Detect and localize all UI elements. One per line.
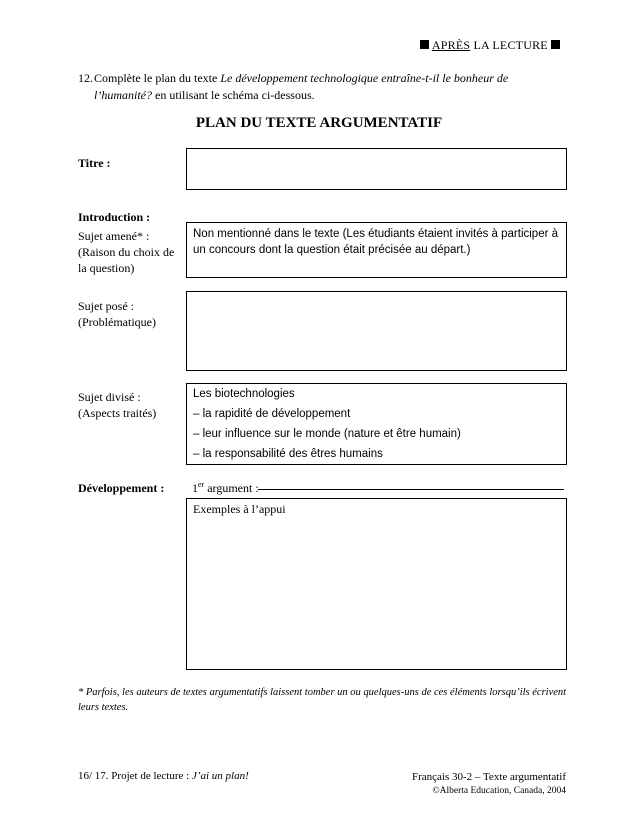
footer-left: [78, 770, 249, 782]
titre-label: Titre :: [78, 156, 111, 170]
argument-label: [192, 480, 259, 496]
sujet-amene-sub: (Raison du choix de la question): [78, 245, 175, 275]
question-number: 12.: [78, 71, 93, 85]
sujet-amene-label: Sujet amené* :: [78, 229, 150, 243]
sujet-pose-value: [187, 292, 566, 298]
sujet-pose-sub: (Problématique): [78, 315, 156, 329]
developpement-label: Développement :: [78, 481, 165, 495]
sujet-divise-label: Sujet divisé :: [78, 390, 141, 404]
argument-sup: er: [198, 480, 205, 489]
header-apres: APRÈS: [431, 38, 471, 52]
question-12: [78, 70, 568, 104]
square-bullet-icon: [551, 40, 560, 49]
sujet-divise-heading: Les biotechnologies: [193, 388, 295, 400]
sujet-divise-label-block: [78, 389, 156, 421]
argument-answer-line[interactable]: [258, 489, 564, 490]
titre-value: [187, 149, 566, 155]
sujet-pose-label-block: [78, 298, 156, 330]
footnote: * Parfois, les auteurs de textes argumentatifs laissent tomber un ou quelques-uns de ces éléments lorsqu’ils écrivent leurs textes.: [78, 687, 567, 713]
sujet-amene-label-block: [78, 228, 184, 276]
titre-box[interactable]: [186, 148, 567, 190]
sujet-divise-box[interactable]: [186, 383, 567, 465]
sujet-pose-box[interactable]: [186, 291, 567, 371]
argument-text: argument :: [204, 481, 259, 495]
sujet-divise-sub: (Aspects traités): [78, 406, 157, 420]
exemples-label: Exemples à l’appui: [193, 502, 286, 516]
introduction-heading: Introduction :: [78, 210, 151, 224]
list-item: – la responsabilité des êtres humains: [193, 448, 383, 460]
exemples-box[interactable]: [186, 498, 567, 670]
sujet-amene-value: Non mentionné dans le texte (Les étudiants étaient invités à participer à un concours dont la question était précisée au départ.): [193, 228, 559, 256]
list-item: – la rapidité de développement: [193, 408, 351, 420]
footer-right-line2: ©Alberta Education, Canada, 2004: [432, 786, 566, 796]
header-lecture: LA LECTURE: [473, 38, 548, 52]
sujet-pose-label: Sujet posé :: [78, 299, 134, 313]
footer-right: [412, 770, 566, 798]
footer-right-line1: Français 30-2 – Texte argumentatif: [412, 771, 566, 783]
question-text-title: Le développement technologique entraîne-t-il le bonheur de l’humanité?: [94, 71, 509, 102]
list-item: – leur influence sur le monde (nature et être humain): [193, 428, 461, 440]
sujet-amene-box[interactable]: [186, 222, 567, 278]
argument-number: 1: [192, 481, 198, 495]
footer-left-prefix: 16/ 17. Projet de lecture :: [78, 770, 192, 782]
section-header: [420, 38, 560, 53]
plan-title: PLAN DU TEXTE ARGUMENTATIF: [195, 115, 443, 131]
question-text-before: Complète le plan du texte: [94, 71, 221, 85]
sujet-divise-content: [187, 384, 566, 467]
question-text-after: en utilisant le schéma ci-dessous.: [152, 88, 315, 102]
footer-left-italic: J’ai un plan!: [191, 770, 249, 782]
square-bullet-icon: [420, 40, 429, 49]
